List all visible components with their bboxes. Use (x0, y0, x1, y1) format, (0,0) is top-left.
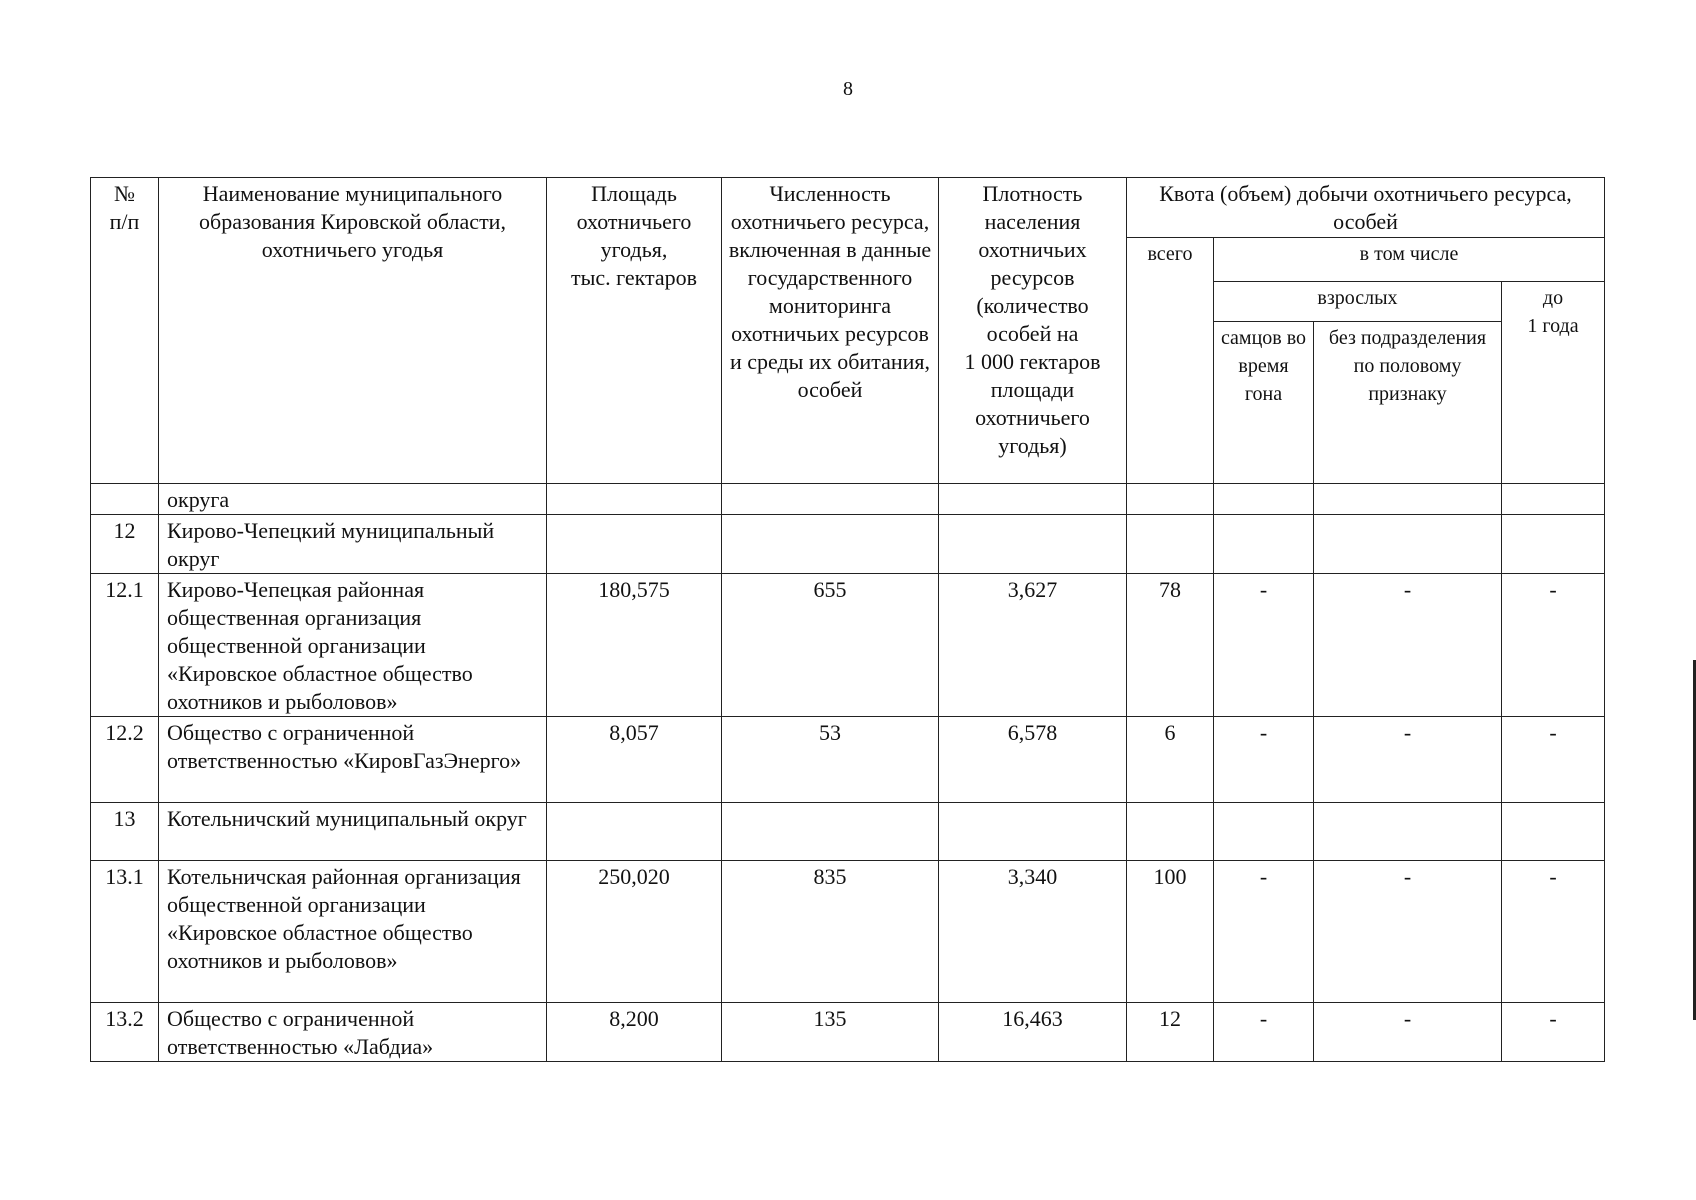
header-count: Численность охотничьего ресурса, включенная в данные государственного мониторинга охотничьих ресурсов и среды их обитания, особей (722, 178, 939, 484)
row-count (722, 484, 939, 515)
row-num (91, 484, 159, 515)
row-total: 78 (1127, 574, 1214, 717)
row-count: 53 (722, 717, 939, 803)
row-males: - (1214, 574, 1314, 717)
table-row (91, 1003, 1605, 1062)
row-total (1127, 803, 1214, 861)
row-density: 16,463 (939, 1003, 1127, 1062)
row-area: 180,575 (547, 574, 722, 717)
header-name: Наименование муниципального образования Кировской области, охотничьего угодья (159, 178, 547, 484)
row-num: 13.1 (91, 861, 159, 1003)
header-area: Площадь охотничьего угодья, тыс. гектаров (547, 178, 722, 484)
row-nosex (1314, 515, 1502, 574)
table-row (91, 574, 1605, 717)
header-nosex: без подразделения по половому признаку (1314, 322, 1502, 484)
row-nosex (1314, 803, 1502, 861)
row-density: 3,627 (939, 574, 1127, 717)
row-count: 135 (722, 1003, 939, 1062)
row-density: 3,340 (939, 861, 1127, 1003)
header-adults: взрослых (1214, 282, 1502, 322)
row-total: 100 (1127, 861, 1214, 1003)
row-males: - (1214, 1003, 1314, 1062)
quota-table (90, 177, 1605, 1062)
row-males: - (1214, 861, 1314, 1003)
row-density (939, 803, 1127, 861)
row-nosex (1314, 484, 1502, 515)
row-count (722, 803, 939, 861)
table-row (91, 515, 1605, 574)
row-num: 13 (91, 803, 159, 861)
row-name: Котельничская районная организация общественной организации «Кировское областное общество охотников и рыболовов» (159, 861, 547, 1003)
row-density (939, 515, 1127, 574)
row-nosex: - (1314, 717, 1502, 803)
row-count (722, 515, 939, 574)
row-under1 (1502, 803, 1605, 861)
table-row (91, 717, 1605, 803)
row-under1: - (1502, 861, 1605, 1003)
row-count: 655 (722, 574, 939, 717)
row-area (547, 803, 722, 861)
table-row (91, 861, 1605, 1003)
page-number: 8 (843, 78, 853, 100)
row-num: 12.1 (91, 574, 159, 717)
row-area (547, 484, 722, 515)
row-name: Кирово-Чепецкая районная общественная организация общественной организации «Кировское областное общество охотников и рыболовов» (159, 574, 547, 717)
row-under1: - (1502, 1003, 1605, 1062)
table-row (91, 803, 1605, 861)
row-area (547, 515, 722, 574)
row-num: 12.2 (91, 717, 159, 803)
row-under1: - (1502, 574, 1605, 717)
header-quota: Квота (объем) добычи охотничьего ресурса, особей (1127, 178, 1605, 238)
row-nosex: - (1314, 1003, 1502, 1062)
row-count: 835 (722, 861, 939, 1003)
table-row (91, 484, 1605, 515)
row-males: - (1214, 717, 1314, 803)
row-under1 (1502, 515, 1605, 574)
header-males: самцов во время гона (1214, 322, 1314, 484)
row-name: округа (159, 484, 547, 515)
row-under1 (1502, 484, 1605, 515)
row-under1: - (1502, 717, 1605, 803)
row-males (1214, 515, 1314, 574)
row-name: Общество с ограниченной ответственностью «Лабдиа» (159, 1003, 547, 1062)
row-total: 12 (1127, 1003, 1214, 1062)
row-area: 8,057 (547, 717, 722, 803)
header-num: № п/п (91, 178, 159, 484)
row-name: Общество с ограниченной ответственностью «КировГазЭнерго» (159, 717, 547, 803)
row-area: 250,020 (547, 861, 722, 1003)
row-density (939, 484, 1127, 515)
row-name: Котельничский муниципальный округ (159, 803, 547, 861)
header-density: Плотность населения охотничьих ресурсов (количество особей на 1 000 гектаров площади охотничьего угодья) (939, 178, 1127, 484)
row-males (1214, 484, 1314, 515)
row-density: 6,578 (939, 717, 1127, 803)
row-num: 13.2 (91, 1003, 159, 1062)
header-under1: до 1 года (1502, 282, 1605, 484)
row-males (1214, 803, 1314, 861)
row-nosex: - (1314, 861, 1502, 1003)
row-total: 6 (1127, 717, 1214, 803)
row-total (1127, 484, 1214, 515)
row-area: 8,200 (547, 1003, 722, 1062)
header-including: в том числе (1214, 238, 1605, 282)
header-total: всего (1127, 238, 1214, 484)
row-nosex: - (1314, 574, 1502, 717)
row-num: 12 (91, 515, 159, 574)
row-total (1127, 515, 1214, 574)
row-name: Кирово-Чепецкий муниципальный округ (159, 515, 547, 574)
